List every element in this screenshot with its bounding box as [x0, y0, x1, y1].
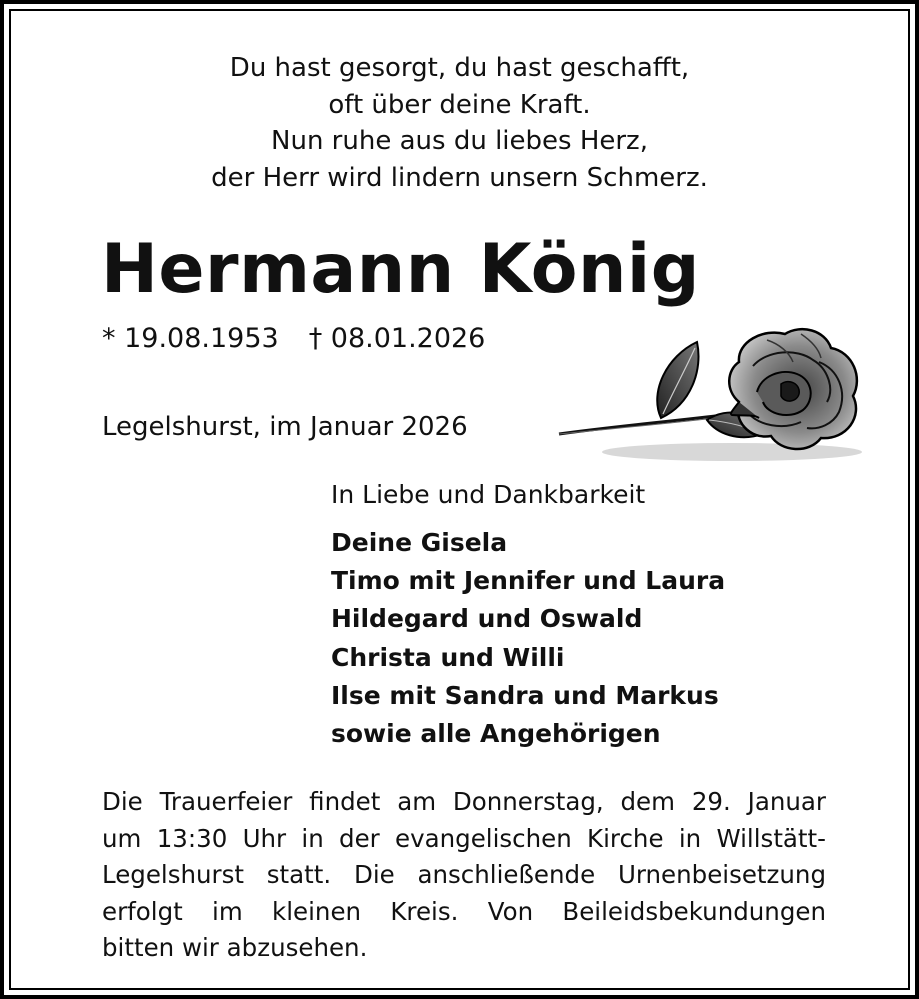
- mourners-list: [331, 524, 725, 753]
- life-dates: [102, 322, 485, 356]
- poem: [4, 50, 915, 196]
- notice-line: um 13:30 Uhr in der evangelischen Kirche in Willstätt-: [102, 823, 826, 853]
- birth-date: * 19.08.1953: [102, 323, 279, 354]
- mourner-name: Christa und Willi: [331, 642, 565, 672]
- poem-line: Nun ruhe aus du liebes Herz,: [271, 126, 648, 156]
- notice-line: bitten wir abzusehen.: [102, 933, 368, 962]
- notice-line: Legelshurst statt. Die anschließende Urnenbeisetzung: [102, 860, 826, 889]
- mourners-intro: In Liebe und Dankbarkeit: [331, 480, 646, 509]
- mourner-name: Deine Gisela: [331, 528, 508, 557]
- mourner-name: Timo mit Jennifer und Laura: [331, 566, 726, 596]
- rose-icon: [557, 322, 869, 472]
- poem-line: oft über deine Kraft.: [328, 89, 591, 120]
- deceased-name: Hermann König: [101, 230, 700, 309]
- notice-line: Die Trauerfeier findet am Donnerstag, dem 29. Januar: [102, 787, 826, 816]
- place-date: Legelshurst, im Januar 2026: [102, 412, 468, 442]
- poem-line: Du hast gesorgt, du hast geschafft,: [229, 53, 690, 83]
- notice-line: erfolgt im kleinen Kreis. Von Beileidsbekundungen: [102, 896, 826, 926]
- mourner-name: Hildegard und Oswald: [331, 604, 643, 634]
- death-date: † 08.01.2026: [308, 323, 486, 354]
- mourner-name: sowie alle Angehörigen: [331, 719, 661, 749]
- poem-line: der Herr wird lindern unsern Schmerz.: [211, 162, 708, 193]
- funeral-notice: [102, 784, 826, 967]
- mourner-name: Ilse mit Sandra und Markus: [331, 680, 719, 710]
